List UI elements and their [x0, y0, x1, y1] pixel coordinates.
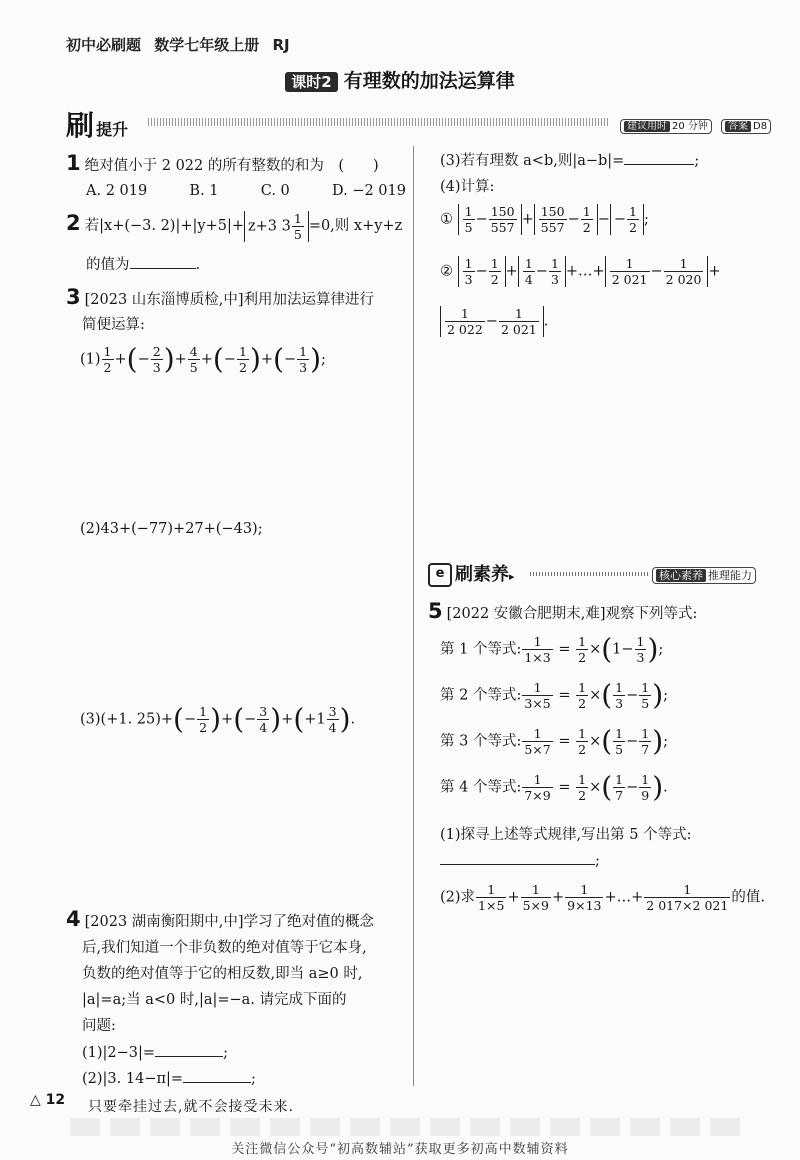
answer-blank[interactable] — [624, 148, 694, 165]
section-name: 提升 — [96, 120, 129, 139]
equation-row: 第 1 个等式: $\frac{1}{1\times 3}$ = $\frac{1}{2}$ ×(1− $\frac{1}{3}$ ); — [440, 632, 664, 666]
lesson-tag: 课时2 — [285, 72, 337, 92]
q4-line: |a|=a;当 a<0 时,|a|=−a. 请完成下面的 — [82, 992, 347, 1008]
column-divider — [413, 146, 414, 1086]
book-subject: 数学七年级上册 — [154, 36, 260, 54]
section-name: 刷素养 — [455, 564, 509, 585]
lesson-name: 有理数的加法运算律 — [343, 70, 515, 92]
brush-logo-icon: e — [428, 563, 452, 587]
sub-text: (3)若有理数 a<b,则|a−b|= — [440, 153, 625, 169]
section-heading-suyang: e 刷素养▸ — [428, 560, 515, 587]
answer-blank[interactable] — [183, 1066, 251, 1083]
circle-1: ① — [440, 211, 453, 228]
motto: 只要牵挂过去,就不会接受未来. — [88, 1099, 294, 1115]
question-number: 2 — [66, 211, 81, 235]
q2-whole: 3 — [281, 218, 291, 234]
eq-half: $\frac{1}{2}$ — [578, 726, 587, 757]
part-label: (2)求 — [440, 889, 476, 906]
q4-line: [2023 湖南衡阳期中,中]学习了绝对值的概念 — [84, 914, 375, 930]
option-c[interactable]: C. 0 — [260, 183, 290, 199]
brush-char: 刷 — [66, 109, 95, 142]
compass-icon: △ — [30, 1092, 41, 1108]
q4-line: 问题: — [82, 1018, 116, 1034]
time-value: 20 分钟 — [672, 121, 708, 132]
answer-page: D8 — [753, 121, 768, 132]
question-5 — [428, 598, 697, 627]
q3-part2: (2)43+(−77)+27+(−43); — [80, 521, 263, 537]
q1-options — [86, 178, 406, 204]
page-number — [30, 1092, 65, 1108]
q2-text-b: =0,则 x+y+z — [308, 218, 403, 234]
book-edition: RJ — [272, 36, 290, 54]
q4-calc2-cont: $\frac{1}{2 022}$ − $\frac{1}{2 021}$ . — [440, 306, 548, 337]
question-3 — [66, 284, 374, 313]
answer-label: 答案 — [725, 121, 751, 132]
fraction — [292, 211, 304, 242]
q2-text-a: 若|x+(−3. 2)|+|y+5|+ — [84, 218, 244, 234]
q3-line2: 简便运算: — [82, 317, 145, 333]
equation-label: 第 1 个等式: — [440, 641, 522, 658]
book-header — [66, 34, 298, 55]
equation-row: 第 3 个等式: $\frac{1}{5\times 7}$ = $\frac{1}{2}$ ×( $\frac{1}{5}$ − $\frac{1}{7}$ ); — [440, 724, 669, 758]
faded-text-band — [70, 1118, 750, 1136]
section-heading-tisheng — [66, 104, 128, 144]
question-number: 3 — [66, 285, 81, 309]
q4-sub3: (3)若有理数 a<b,则|a−b|= ; — [440, 148, 699, 174]
q5-intro: [2022 安徽合肥期末,难]观察下列等式: — [446, 606, 698, 622]
q3-line1: [2023 山东淄博质检,中]利用加法运算律进行 — [84, 292, 375, 308]
q4-sub4: (4)计算: — [440, 179, 495, 195]
equation-label: 第 3 个等式: — [440, 733, 522, 750]
q4-line: 负数的绝对值等于它的相反数,即当 a≥0 时, — [82, 966, 363, 982]
dotted-rule — [530, 572, 650, 576]
q2-end: . — [195, 257, 201, 273]
equation-row: 第 2 个等式: $\frac{1}{3\times 5}$ = $\frac{1}{2}$ ×( $\frac{1}{3}$ − $\frac{1}{5}$ ); — [440, 678, 669, 712]
eq-half: $\frac{1}{2}$ — [578, 634, 587, 665]
watermark: 关注微信公众号“初高数辅站”获取更多初高中数辅资料 — [231, 1142, 569, 1157]
question-text: 绝对值小于 2 022 的所有整数的和为 ( ) — [84, 158, 379, 174]
part-label: (3)(+1. 25)+ — [80, 711, 174, 728]
badge-value: 推理能力 — [708, 569, 752, 582]
abs-bar — [244, 211, 309, 242]
question-2 — [66, 210, 402, 242]
eq-lhs: $\frac{1}{7\times 9}$ — [524, 772, 551, 803]
q2-z: z+3 — [248, 218, 278, 234]
badge-label: 核心素养 — [656, 569, 706, 582]
q4-sub1: (1)|2−3|= ; — [82, 1040, 228, 1066]
equation-row: 第 4 个等式: $\frac{1}{7\times 9}$ = $\frac{1}{2}$ ×( $\frac{1}{7}$ − $\frac{1}{9}$ ). — [440, 770, 668, 804]
q2-line2 — [86, 252, 200, 278]
equation-label: 第 2 个等式: — [440, 687, 522, 704]
answer-blank[interactable] — [440, 848, 595, 865]
question-4 — [66, 906, 374, 935]
equation-label: 第 4 个等式: — [440, 779, 522, 796]
q4-sub2: (2)|3. 14−π|= ; — [82, 1066, 256, 1092]
sub-text: (1)|2−3|= — [82, 1045, 156, 1061]
sub-text: (2)|3. 14−π|= — [82, 1071, 184, 1087]
q3-part1: (1) $\frac{1}{2}$ +(− $\frac{2}{3}$ )+ $\frac{4}{5}$ +(− $\frac{1}{2}$ )+(− $\frac{1}{3}$ ); — [80, 342, 326, 376]
eq-lhs: $\frac{1}{1\times 3}$ — [524, 634, 551, 665]
literacy-badge — [652, 564, 756, 583]
question-1 — [66, 150, 379, 179]
q4-line: 后,我们知道一个非负数的绝对值等于它本身, — [82, 940, 367, 956]
page-number-value: 12 — [45, 1092, 66, 1108]
denominator: 5 — [293, 226, 302, 242]
part-label: (1) — [80, 351, 101, 368]
q5-tail: 的值. — [731, 889, 765, 906]
question-number: 5 — [428, 599, 443, 623]
q4-calc2: ② $\frac{1}{3}$ − $\frac{1}{2}$ + $\frac{1}{4}$ − $\frac{1}{3}$ +…+ $\frac{1}{2 021}$ − $\frac{1}{2 020}$ + — [440, 256, 721, 287]
book-series: 初中必刷题 — [66, 36, 142, 54]
answer-blank[interactable] — [155, 1040, 223, 1057]
time-badge — [620, 114, 771, 133]
dotted-rule — [148, 118, 610, 126]
numerator: 1 — [293, 210, 302, 226]
q5-part2: (2)求 $\frac{1}{1\times 5}$ + $\frac{1}{5\times 9}$ + $\frac{1}{9\times 13}$ +…+ $\frac{1}{2 017\times 2 021}$ 的值. — [440, 882, 765, 913]
eq-half: $\frac{1}{2}$ — [578, 680, 587, 711]
time-label: 建议用时 — [624, 121, 670, 132]
q5-part1: (1)探寻上述等式规律,写出第 5 个等式: — [440, 827, 692, 843]
circle-2: ② — [440, 263, 453, 280]
answer-blank[interactable] — [130, 252, 196, 269]
question-number: 1 — [66, 151, 81, 175]
option-d[interactable]: D. −2 019 — [332, 183, 406, 199]
eq-half: $\frac{1}{2}$ — [578, 772, 587, 803]
q4-calc1: ① $\frac{1}{5}$ − $\frac{150}{557}$ + $\frac{150}{557}$ − $\frac{1}{2}$ − − $\frac{1}{2}$ ; — [440, 204, 649, 235]
eq-lhs: $\frac{1}{5\times 7}$ — [524, 726, 551, 757]
q5-part1-answer: ; — [440, 848, 600, 874]
option-a[interactable]: A. 2 019 — [86, 183, 148, 199]
eq-lhs: $\frac{1}{3\times 5}$ — [524, 680, 551, 711]
lesson-title — [0, 66, 800, 93]
option-b[interactable]: B. 1 — [189, 183, 219, 199]
question-number: 4 — [66, 907, 81, 931]
q2-tail: 的值为 — [86, 257, 130, 273]
q3-part3: (3)(+1. 25)+(− $\frac{1}{2}$ )+(− $\frac{3}{4}$ )+(+1 $\frac{3}{4}$ ). — [80, 702, 356, 736]
